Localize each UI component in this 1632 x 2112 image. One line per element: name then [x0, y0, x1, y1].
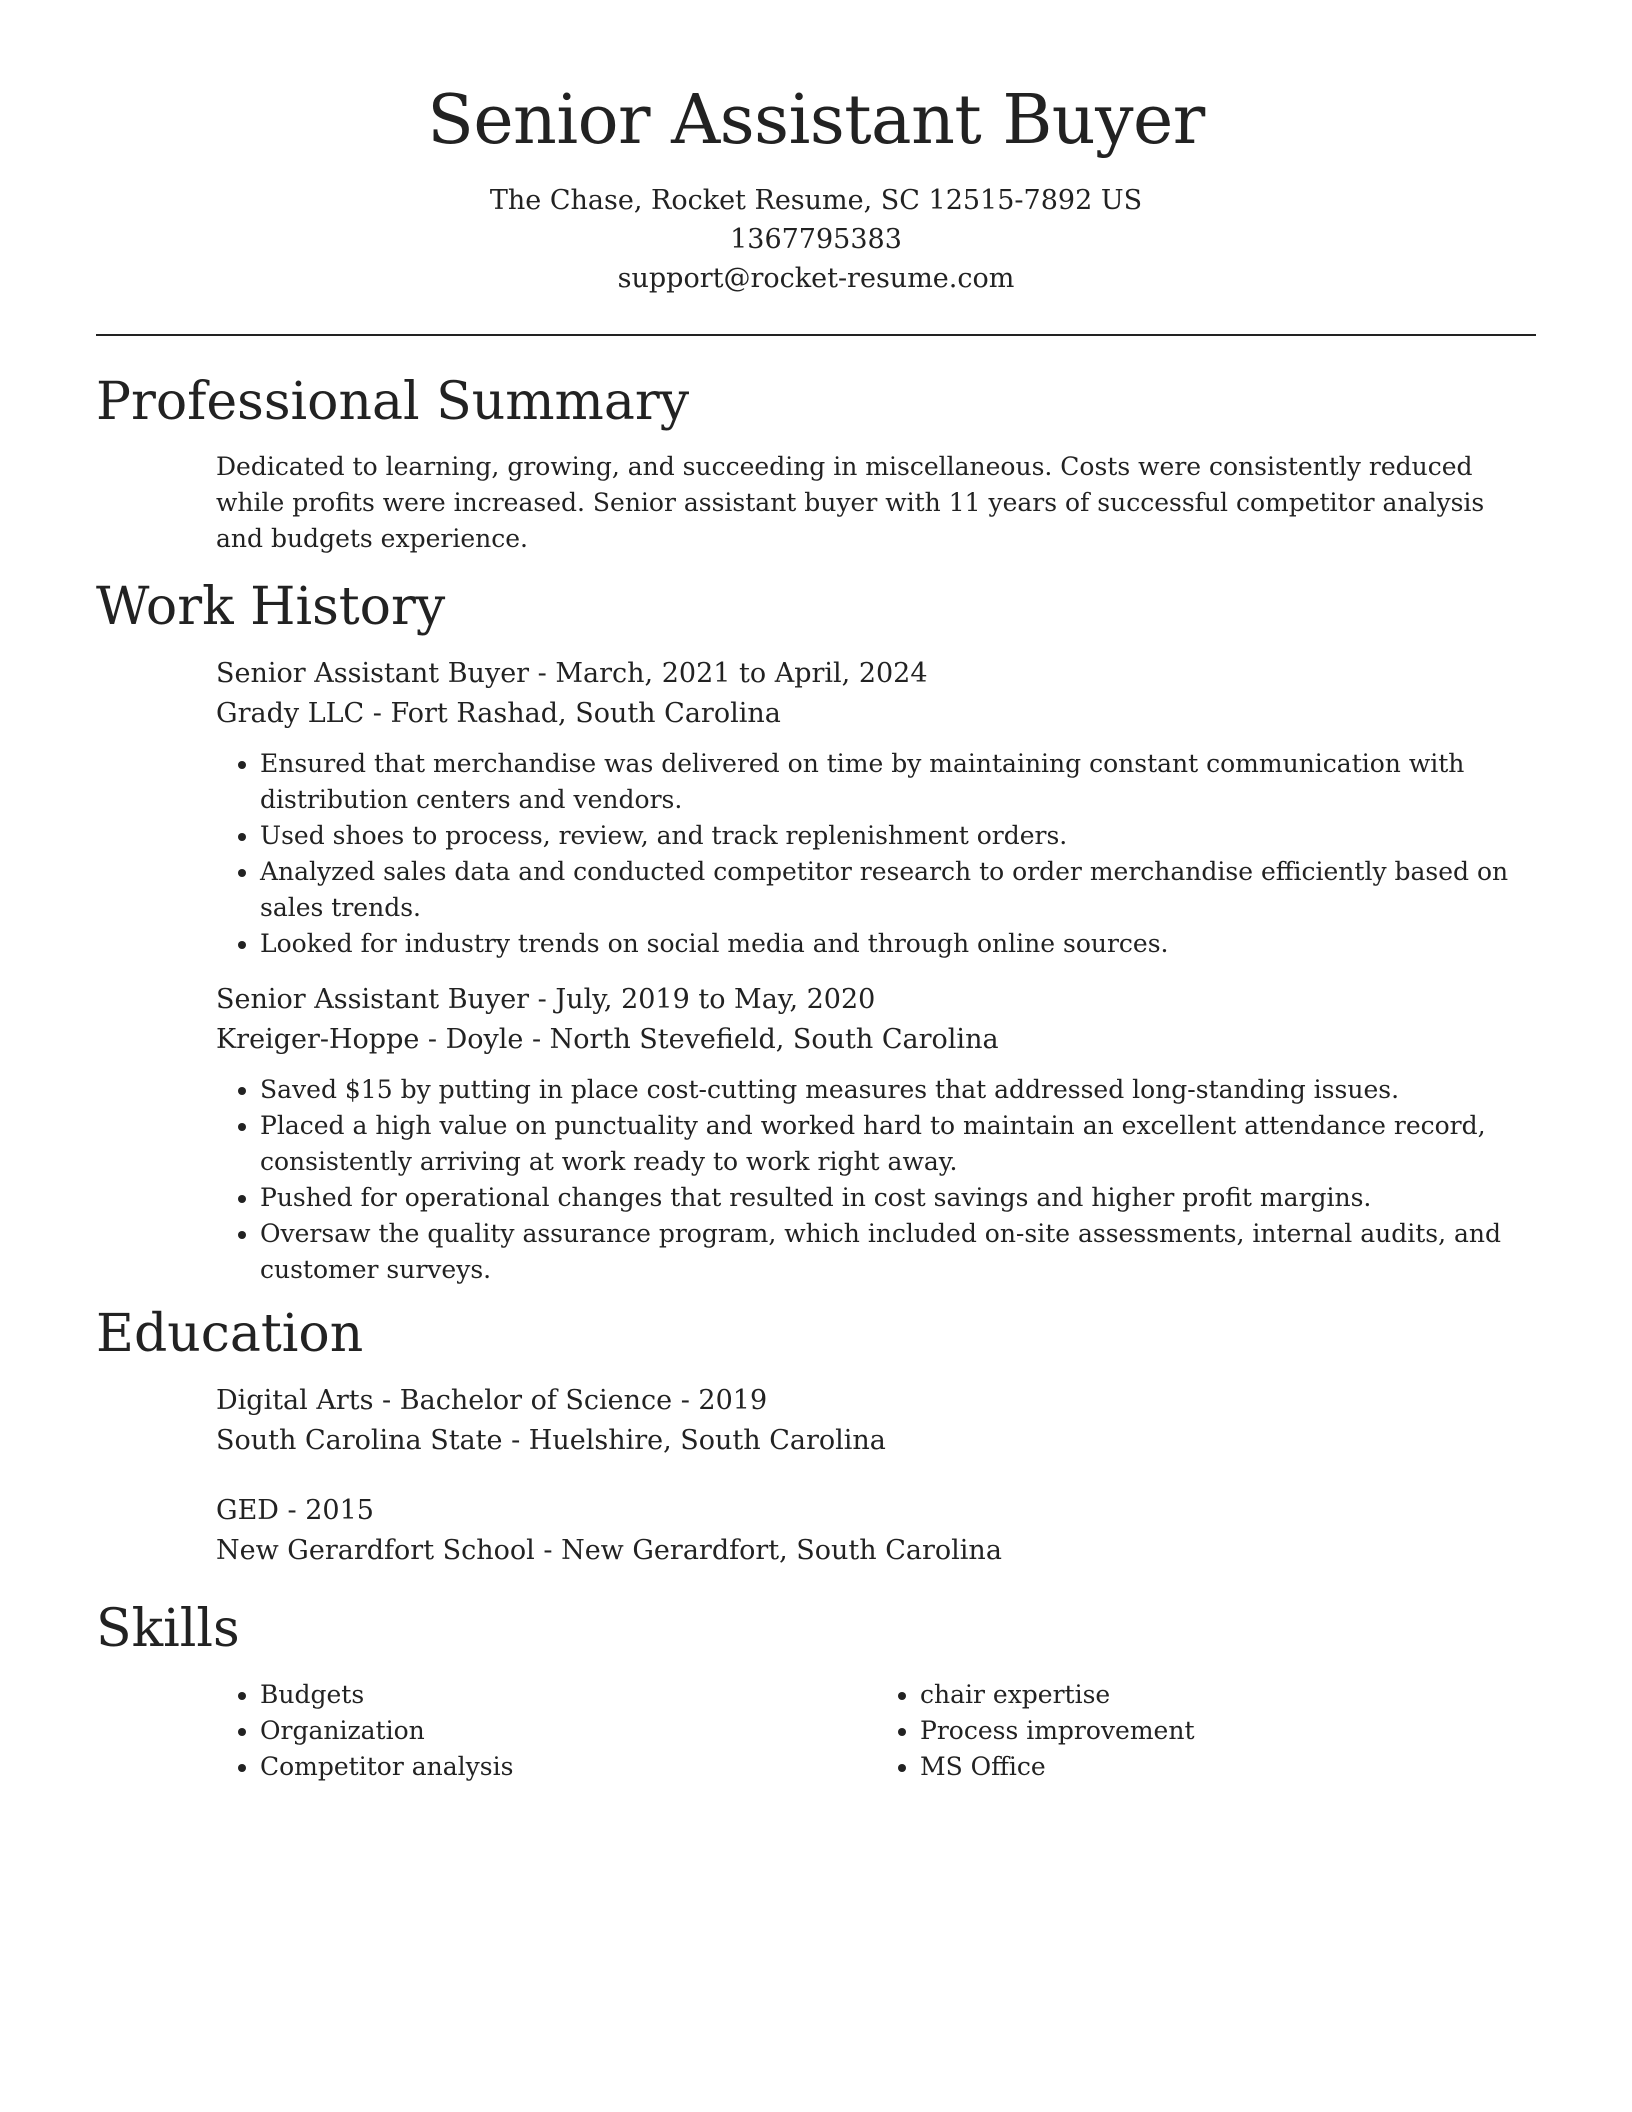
skill-item: • Competitor analysis — [260, 1749, 876, 1785]
job-bullet: • Looked for industry trends on social media and through online sources. — [260, 926, 1536, 962]
summary-title: Professional Summary — [96, 371, 690, 432]
school-line — [216, 1421, 1536, 1461]
skill-item: • MS Office — [920, 1749, 1536, 1785]
skills-section — [96, 1601, 1536, 1784]
resume-header — [96, 0, 1536, 298]
job-bullet: • Oversaw the quality assurance program, which included on-site assessments, internal audits, and customer surveys. — [260, 1216, 1536, 1288]
job-bullet: • Placed a high value on punctuality and worked hard to maintain an excellent attendance record, consistently arriving at work ready to work right away. — [260, 1108, 1536, 1180]
work-history-title: Work History — [96, 576, 446, 637]
job-title: Senior Assistant Buyer — [216, 658, 530, 690]
skill-item: • chair expertise — [920, 1677, 1536, 1713]
job-dates: - July, 2019 to May, 2020 — [529, 984, 876, 1016]
header-divider — [96, 334, 1536, 336]
job-company-line — [216, 1020, 1536, 1060]
degree-line — [216, 1491, 1536, 1531]
job-dates: - March, 2021 to April, 2024 — [529, 658, 928, 690]
skills-title: Skills — [96, 1599, 240, 1660]
degree: Digital Arts - Bachelor of Science — [216, 1385, 673, 1417]
summary-section — [96, 371, 1536, 557]
skill-item: • Budgets — [260, 1677, 876, 1713]
contact-email: support@rocket-resume.com — [617, 262, 1015, 294]
job-bullet: • Analyzed sales data and conducted competitor research to order merchandise efficiently based on sales trends. — [260, 854, 1536, 926]
school: South Carolina State — [216, 1425, 503, 1457]
summary-text: Dedicated to learning, growing, and succeeding in miscellaneous. Costs were consistently reduced while profits were increased. Senior assistant buyer with 11 years of successful competitor analysis and budgets experience. — [216, 451, 1485, 553]
skill-item: • Process improvement — [920, 1713, 1536, 1749]
education-title: Education — [96, 1304, 364, 1365]
job-location: - Fort Rashad, South Carolina — [364, 698, 781, 730]
school-line — [216, 1531, 1536, 1571]
job-bullets — [216, 1072, 1536, 1288]
education-section — [96, 1306, 1536, 1571]
degree-line — [216, 1381, 1536, 1421]
job-entry — [216, 654, 1536, 962]
school: New Gerardfort School — [216, 1535, 535, 1567]
skill-item: • Organization — [260, 1713, 876, 1749]
degree-year: - 2019 — [672, 1385, 768, 1417]
contact-address: The Chase, Rocket Resume, SC 12515-7892 US — [489, 184, 1143, 216]
degree-year: - 2015 — [278, 1495, 374, 1527]
job-title: Senior Assistant Buyer — [216, 984, 530, 1016]
degree: GED — [216, 1495, 279, 1527]
job-title-line — [216, 654, 1536, 694]
job-bullet: • Pushed for operational changes that resulted in cost savings and higher profit margins. — [260, 1180, 1536, 1216]
job-title-line — [216, 980, 1536, 1020]
skills-column-right — [876, 1677, 1536, 1785]
school-location: - New Gerardfort, South Carolina — [534, 1535, 1002, 1567]
job-bullets — [216, 746, 1536, 962]
school-location: - Huelshire, South Carolina — [502, 1425, 886, 1457]
job-location: - North Stevefield, South Carolina — [523, 1024, 999, 1056]
skills-column-left — [216, 1677, 876, 1785]
education-entry — [216, 1381, 1536, 1461]
work-history-section — [96, 576, 1536, 1288]
job-company-line — [216, 694, 1536, 734]
education-entry — [216, 1491, 1536, 1571]
job-entry — [216, 980, 1536, 1288]
contact-phone: 1367795383 — [730, 223, 902, 255]
candidate-name: Senior Assistant Buyer — [427, 81, 1205, 160]
job-bullet: • Used shoes to process, review, and track replenishment orders. — [260, 818, 1536, 854]
job-bullet: • Saved $15 by putting in place cost-cutting measures that addressed long-standing issues. — [260, 1072, 1536, 1108]
job-company: Grady LLC — [216, 698, 365, 730]
job-company: Kreiger-Hoppe - Doyle — [216, 1024, 524, 1056]
job-bullet: • Ensured that merchandise was delivered on time by maintaining constant communication with distribution centers and vendors. — [260, 746, 1536, 818]
